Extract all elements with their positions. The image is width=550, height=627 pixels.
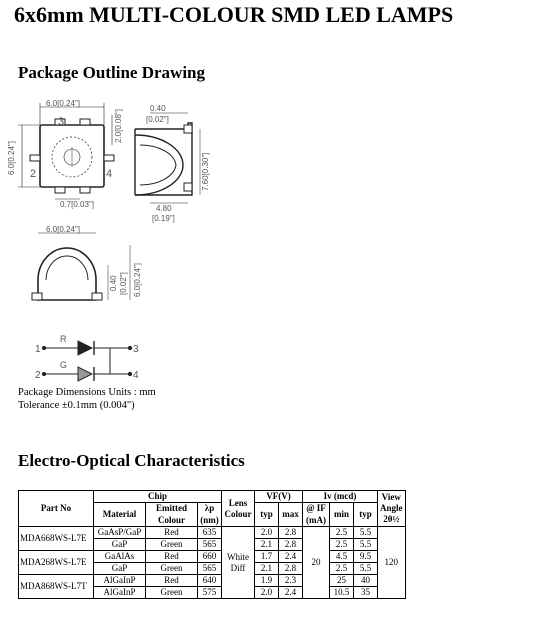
dim-lens-base-in: [0.19"] [152,214,175,223]
lens-colour-line1: White [227,551,249,562]
cell-iv-min: 2.5 [330,539,354,551]
cell-lambda: 565 [198,539,222,551]
electro-optical-heading: Electro-Optical Characteristics [18,451,245,470]
header-iv-min: min [330,503,354,527]
pin-3-label: 3 [58,116,65,128]
schematic-label-g: G [60,360,68,370]
dim-lens-height: 7.60[0.30"] [201,152,210,191]
cell-material: GaAlAs [94,551,146,563]
part-number: MDA268WS-L7E [19,551,94,575]
cell-iv-min: 10.5 [330,587,354,599]
dim-front-height: 6.0[0.24"] [133,263,142,297]
cell-vf-typ: 2.0 [255,527,279,539]
dim-side-height: 6.0[0.24"] [7,141,16,175]
cell-test-current: 20 [303,527,330,599]
cell-colour: Green [146,563,198,575]
header-colour: Colour [146,515,198,527]
schematic-pin-1: 1 [35,344,41,355]
cell-lambda: 640 [198,575,222,587]
cell-vf-max: 2.4 [279,587,303,599]
table-header-row [19,491,406,503]
pin-4-label: 4 [106,168,113,180]
schematic-label-r: R [60,334,67,344]
cell-iv-min: 2.5 [330,563,354,575]
header-vf-max: max [279,503,303,527]
header-view-line1: View [381,492,401,502]
top-side-view-drawing [0,95,230,230]
cell-vf-max: 2.8 [279,527,303,539]
header-lambda: λp [198,503,222,515]
dim-front-width: 6.0[0.24"] [46,225,80,234]
cell-iv-typ: 5.5 [354,539,378,551]
header-iv-typ: typ [354,503,378,527]
cell-material: GaAsP/GaP [94,527,146,539]
header-vf-typ: typ [255,503,279,527]
package-outline-heading: Package Outline Drawing [18,63,205,82]
cell-iv-typ: 9.5 [354,551,378,563]
cell-material: GaP [94,539,146,551]
dim-lens-base: 4.80 [156,204,172,213]
cell-vf-typ: 1.7 [255,551,279,563]
cell-colour: Red [146,527,198,539]
header-part-no: Part No [19,491,94,527]
header-at-if: @ IF [303,503,330,515]
header-chip: Chip [94,491,222,503]
cell-material: AlGaInP [94,575,146,587]
header-lens [222,491,255,527]
cell-vf-max: 2.4 [279,551,303,563]
cell-colour: Red [146,575,198,587]
header-view-angle [378,491,406,527]
dim-pad-height: 2.0[0.08"] [114,109,123,143]
cell-lambda: 660 [198,551,222,563]
cell-colour: Green [146,539,198,551]
cell-vf-max: 2.8 [279,563,303,575]
header-lens-line2: Colour [224,508,252,519]
dim-top-width: 6.0[0.24"] [46,99,80,108]
header-lens-line1: Lens [228,497,248,508]
lens-colour-line2: Diff [230,562,246,573]
part-number: MDA868WS-L7T [19,575,94,599]
header-iv: Iv (mcd) [303,491,378,503]
dim-front-lead: 0.40 [109,275,118,291]
cell-vf-typ: 1.9 [255,575,279,587]
cell-colour: Green [146,587,198,599]
electro-optical-table [18,490,406,599]
header-view-line3: 2θ½ [383,514,400,524]
header-material: Material [94,503,146,527]
schematic-pin-2: 2 [35,370,41,381]
cell-material: GaP [94,563,146,575]
cell-vf-max: 2.3 [279,575,303,587]
units-note: Package Dimensions Units : mm [18,387,156,398]
cell-vf-typ: 2.1 [255,539,279,551]
pin-2-label: 2 [30,168,37,180]
cell-vf-typ: 2.0 [255,587,279,599]
part-number: MDA668WS-L7E [19,527,94,551]
dim-lens-thickness-in: [0.02"] [146,115,169,124]
schematic-pin-4: 4 [133,370,139,381]
cell-iv-min: 4.5 [330,551,354,563]
cell-lambda: 575 [198,587,222,599]
table-row [19,551,406,563]
cell-lens-colour [222,527,255,599]
page-title: 6x6mm MULTI-COLOUR SMD LED LAMPS [14,2,454,27]
cell-iv-typ: 40 [354,575,378,587]
cell-iv-min: 2.5 [330,527,354,539]
table-row [19,575,406,587]
cell-colour: Red [146,551,198,563]
header-vf: VF(V) [255,491,303,503]
cell-iv-typ: 35 [354,587,378,599]
front-view-drawing [0,225,230,325]
header-view-line2: Angle [380,503,403,513]
header-emitted: Emitted [146,503,198,515]
cell-iv-typ: 5.5 [354,527,378,539]
tolerance-note: Tolerance ±0.1mm (0.004") [18,400,135,411]
cell-lambda: 635 [198,527,222,539]
cell-lambda: 565 [198,563,222,575]
cell-view-angle: 120 [378,527,406,599]
cell-iv-typ: 5.5 [354,563,378,575]
dim-pad-pitch: 0.7[0.03"] [60,200,94,209]
header-ma: (mA) [303,515,330,527]
dim-lens-thickness: 0.40 [150,104,166,113]
cell-iv-min: 25 [330,575,354,587]
circuit-schematic [0,330,160,385]
table-row [19,527,406,539]
cell-vf-max: 2.8 [279,539,303,551]
dim-front-lead-in: [0.02"] [119,272,128,295]
header-nm: (nm) [198,515,222,527]
schematic-pin-3: 3 [133,344,139,355]
cell-vf-typ: 2.1 [255,563,279,575]
cell-material: AlGaInP [94,587,146,599]
